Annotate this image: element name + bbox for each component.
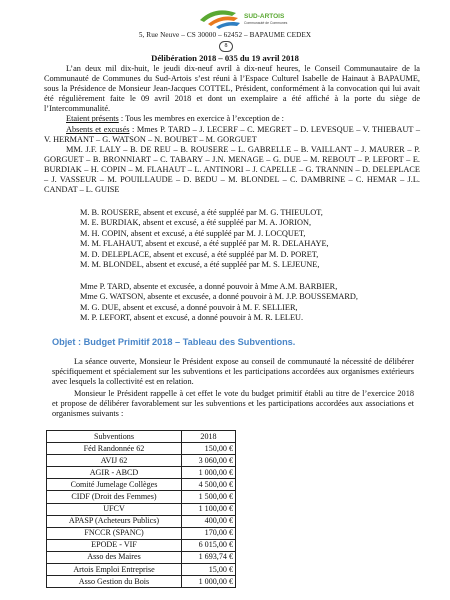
pouvoirs-list [80,282,410,324]
table-cell-organisme: APASP (Acheteurs Publics) [47,515,182,527]
table-row [47,503,236,515]
table-row [47,443,236,455]
meeting-body [44,64,420,195]
table-cell-montant: 150,00 € [182,443,236,455]
paragraph-1 [52,357,414,387]
table-cell-organisme: FNCCR (SPANC) [47,527,182,539]
pouvoir-item: Mme P. TARD, absente et excusée, a donné pouvoir à Mme A.M. BARBIER, [80,282,338,291]
absents-text: : Mmes P. TARD – J. LECERF – C. MEGRET – D. LEVESQUE – V. THIEBAUT – V. HERMANT – G. WATSON – N. BOUBET – M. GORGUET [44,124,420,144]
page-stamp: 8 [219,41,233,52]
pouvoir-item: M. G. DUE, absent et excusé, a donné pouvoir à M. F. SELLIER, [80,302,298,312]
presents-text: : Tous les membres en exercice à l’exception de : [118,114,284,124]
suppleant-item: M. D. DELEPLACE, absent et excusé, a été suppléé par M. D. PORET, [80,249,319,259]
table-cell-montant: 6 015,00 € [182,539,236,551]
table-row [47,527,236,539]
table-row [47,479,236,491]
table-row [47,515,236,527]
table-cell-montant: 15,00 € [182,564,236,576]
table-row [47,539,236,551]
table-cell-montant: 1 000,00 € [182,576,236,588]
logo-subtitle: Communauté de Communes [244,21,288,25]
table-cell-montant: 400,00 € [182,515,236,527]
table-cell-montant: 4 500,00 € [182,479,236,491]
suppleant-item: M. B. ROUSERE, absent et excusé, a été suppléé par M. G. THIEULOT, [80,208,323,217]
table-row [47,564,236,576]
table-cell-organisme: Comité Jumelage Collèges [47,479,182,491]
subventions-table [46,430,236,588]
paragraph-2 [52,389,414,419]
deliberation-title: Délibération 2018 – 035 du 19 avril 2018 [151,53,299,63]
sud-artois-logo [196,4,288,30]
logo-title: SUD-ARTOIS [244,13,285,20]
objet-heading: Objet : Budget Primitif 2018 – Tableau des Subventions. [52,337,296,347]
table-cell-organisme: Artois Emploi Entreprise [47,564,182,576]
table-cell-organisme: UFCV [47,503,182,515]
table-row [47,576,236,588]
table-row [47,551,236,563]
table-cell-organisme: EPODE - VIF [47,539,182,551]
table-row [47,455,236,467]
absents-label: Absents et excusés [66,124,130,134]
pouvoir-item: M. P. LEFORT, absent et excusé, a donné pouvoir à M. R. LELEU. [80,313,304,323]
suppleant-item: M. E. BURDIAK, absent et excusé, a été suppléé par M. A. JORION, [80,218,312,228]
table-cell-organisme: AVIJ 62 [47,455,182,467]
table-cell-organisme: Asso des Maires [47,551,182,563]
suppleants-list [80,208,410,270]
presents-label: Etaient présents [66,114,119,124]
suppleant-item: M. H. COPIN, absent et excusé, a été suppléé par M. J. LOCQUET, [80,228,306,238]
table-row [47,491,236,503]
table-cell-montant: 3 060,00 € [182,455,236,467]
intro-paragraph: L’an deux mil dix-huit, le jeudi dix-neuf avril à dix-neuf heures, le Conseil Communautaire de la Communauté de Communes du Sud-Artois s’est réuni à l’Espace Culturel Isabelle de Hainaut à BAPAUME, sous la Présidence de Monsieur Jean-Jacques COTTEL, Président, conformément à la convocation qui lui avait été régulièrement faite le 09 avril 2018 et dont un exemplaire a été affiché à la porte du siège de l’Intercommunalité. [44,64,420,114]
table-cell-organisme: Asso Gestion du Bois [47,576,182,588]
column-header-subventions: Subventions [47,431,182,443]
table-cell-organisme: CIDF (Droit des Femmes) [47,491,182,503]
table-cell-montant: 170,00 € [182,527,236,539]
header-address: 5, Rue Neuve – CS 30000 – 62452 – BAPAUME CEDEX [138,31,312,39]
absents-men-line: MM. J.F. LALY – B. DE REU – B. ROUSERE – L. GABRELLE – B. VAILLANT – J. MAURER – P. GORGUET – B. BRONNIART – C. TABARY – J.N. MENAGE – G. DUE – M. REBOUT – P. LEFORT – E. BURDIAK – H. COPIN – M. FLAHAUT – L. ANTINORI – J. CAPELLE – G. TRANNIN – D. DELEPLACE – J. VASSEUR – M. POUILLAUDE – D. BEDU – M. BLONDEL – C. DAMBRINE – C. HEMAR – J.L. CANDAT – L. GUISE [44,144,420,195]
table-cell-organisme: Féd Randonnée 62 [47,443,182,455]
suppleant-item: M. M. BLONDEL, absent et excusé, a été suppléé par M. S. LEJEUNE, [80,260,320,270]
table-cell-montant: 1 100,00 € [182,503,236,515]
absents-line [44,125,420,145]
table-cell-organisme: AGIR - ABCD [47,467,182,479]
pouvoir-item: Mme G. WATSON, absente et excusée, a donné pouvoir à M. J.P. BOUSSEMARD, [80,292,358,302]
column-header-year: 2018 [182,431,236,443]
table-cell-montant: 1 500,00 € [182,491,236,503]
paragraph-1-text: La séance ouverte, Monsieur le Président expose au conseil de communauté la nécessité de délibérer spécifiquement et spécialement sur les subventions et les participations accordées aux organismes extérieurs avec lesquels la collectivité est en relation. [52,357,414,387]
table-cell-montant: 1 693,74 € [182,551,236,563]
presents-line [44,114,420,124]
table-cell-montant: 1 000,00 € [182,467,236,479]
suppleant-item: M. M. FLAHAUT, absent et excusé, a été suppléé par M. R. DELAHAYE, [80,239,329,249]
table-header-row [47,431,236,443]
table-row [47,467,236,479]
paragraph-2-text: Monsieur le Président rappelle à cet effet le vote du budget primitif établi au titre de l’exercice 2018 et propose de délibérer favorablement sur les subventions et les participations accordées aux associations et organismes suivants : [52,389,414,419]
